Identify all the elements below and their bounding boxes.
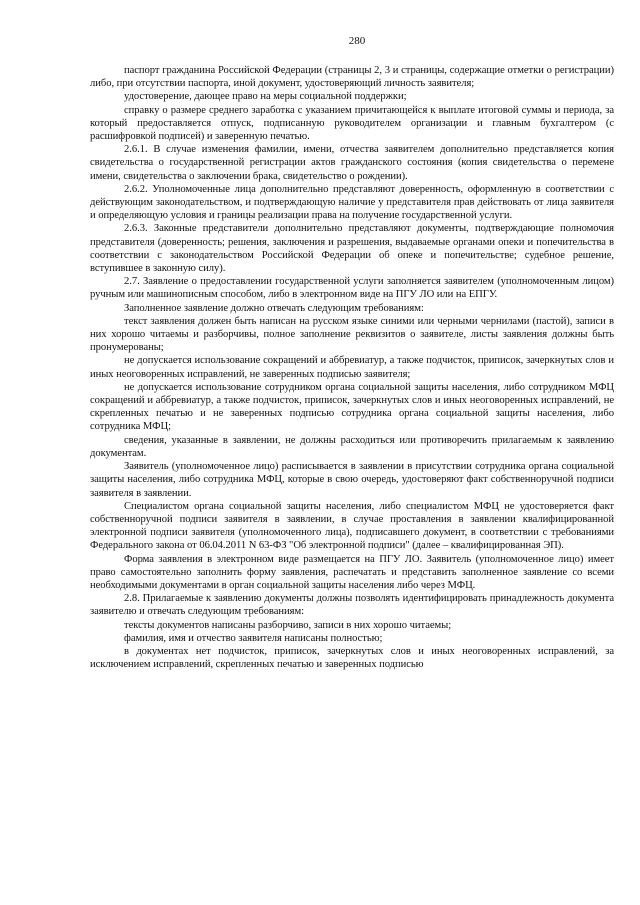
paragraph: справку о размере среднего заработка с указанием причитающейся к выплате итоговой суммы и периода, за который предоставляется отпуск, подписанную руководителем организации и главным бухгалтером (с расшифровкой подписей) и заверенную печатью. — [90, 104, 614, 143]
paragraph: 2.6.2. Уполномоченные лица дополнительно представляют доверенность, оформленную в соответствии с действующим законодательством, и подтверждающую наличие у представителя прав действовать от лица заявителя и определяющую условия и границы реализации права на получение государственной услуги. — [90, 183, 614, 222]
paragraph: фамилия, имя и отчество заявителя написаны полностью; — [124, 632, 383, 644]
paragraph: сведения, указанные в заявлении, не должны расходиться или противоречить прилагаемым к заявлению документам. — [90, 434, 614, 459]
paragraph: 2.6.1. В случае изменения фамилии, имени, отчества заявителем дополнительно представляется копия свидетельства о государственной регистрации актов гражданского состояния (копия свидетельства о перемене имени, свидетельства о заключении брака, свидетельство о рождении). — [90, 144, 614, 182]
paragraph: паспорт гражданина Российской Федерации (страницы 2, 3 и страницы, содержащие отметки о регистрации) либо, при отсутствии паспорта, иной документ, удостоверяющий личность заявителя; — [90, 65, 614, 90]
paragraph: 2.6.3. Законные представители дополнительно представляют документы, подтверждающие полномочия представителя (доверенность; решения, заключения и разрешения, выдаваемые органами опеки и попечительства в соответствии с законодательством Российской Федерации об опеке и попечительстве; судебное решение, вступившее в законную силу). — [90, 223, 614, 275]
paragraph: 2.7. Заявление о предоставлении государственной услуги заполняется заявителем (уполномоченным лицом) ручным или машинописным способом, либо в электронном виде на ПГУ ЛО или на ЕПГУ. — [90, 276, 614, 301]
paragraph: Заполненное заявление должно отвечать следующим требованиям: — [124, 302, 424, 314]
paragraph: в документах нет подчисток, приписок, зачеркнутых слов и иных неоговоренных исправлений, за исключением исправлений, скрепленных печатью и заверенных подписью — [90, 645, 614, 671]
paragraph: тексты документов написаны разборчиво, записи в них хорошо читаемы; — [124, 619, 452, 631]
paragraph: не допускается использование сотрудником органа социальной защиты населения, либо сотрудником МФЦ сокращений и аббревиатур, а также подчисток, приписок, зачеркнутых слов и иных неоговоренных исправлений, не скрепленных печатью и не заверенных подписью сотрудника органа социальной защиты населения, либо сотрудника МФЦ; — [90, 381, 614, 433]
paragraph: текст заявления должен быть написан на русском языке синими или черными чернилами (пастой), записи в них хорошо читаемы и разборчивы, полное заполнение реквизитов о заявителе, листы заявления должны быть пронумерованы; — [90, 315, 614, 354]
paragraph: Форма заявления в электронном виде размещается на ПГУ ЛО. Заявитель (уполномоченное лицо) имеет право самостоятельно заполнить форму заявления, распечатать и представить заполненное заявление со всеми необходимыми документами в орган социальной защиты населения либо через МФЦ. — [90, 553, 614, 591]
page-number: 280 — [348, 35, 366, 47]
document-body — [90, 64, 614, 671]
paragraph: Заявитель (уполномоченное лицо) расписывается в заявлении в присутствии сотрудника органа социальной защиты населения, либо сотрудника МФЦ, которые в свою очередь, удостоверяют факт собственноручной подписи заявителя в заявлении. — [90, 461, 614, 499]
paragraph: Специалистом органа социальной защиты населения, либо специалистом МФЦ не удостоверяется факт собственноручной подписи заявителя в заявлении, в случае проставления в заявлении квалифицированной электронной подписи заявителя (уполномоченного лица), подписавшего документ, в соответствии с требованиями Федерального закона от 06.04.2011 N 63-ФЗ "Об электронной подписи" (далее – квалифицированная ЭП). — [90, 500, 614, 552]
paragraph: 2.8. Прилагаемые к заявлению документы должны позволять идентифицировать принадлежность документа заявителю и отвечать следующим требованиям: — [90, 593, 614, 618]
paragraph: не допускается использование сокращений и аббревиатур, а также подчисток, приписок, зачеркнутых слов и иных неоговоренных исправлений, не заверенных подписью заявителя; — [90, 355, 614, 380]
paragraph: удостоверение, дающее право на меры социальной поддержки; — [124, 91, 407, 103]
